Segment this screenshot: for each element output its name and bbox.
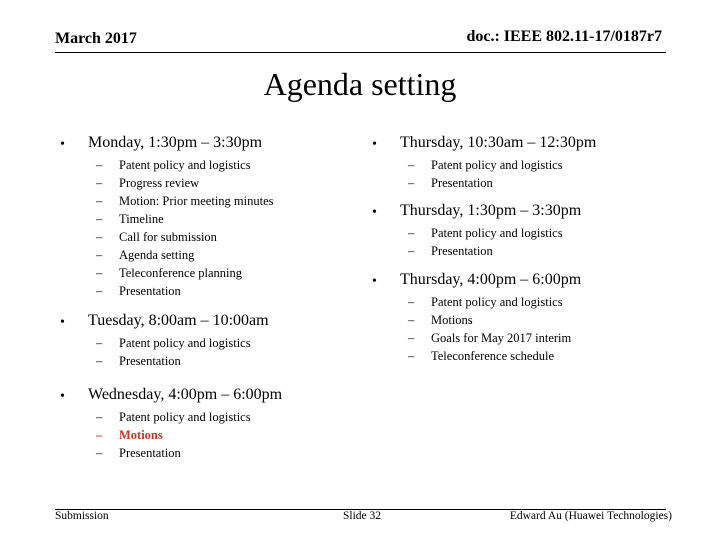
dash-icon: – bbox=[96, 336, 103, 350]
item-label: Patent policy and logistics bbox=[431, 226, 563, 240]
item-label: Agenda setting bbox=[119, 248, 195, 262]
session-heading: Monday, 1:30pm – 3:30pm bbox=[88, 134, 263, 151]
item-label: Presentation bbox=[119, 284, 181, 298]
item-label: Motion: Prior meeting minutes bbox=[119, 194, 274, 208]
item-label: Presentation bbox=[431, 176, 493, 190]
session-heading: Thursday, 10:30am – 12:30pm bbox=[400, 134, 597, 151]
item-label: Call for submission bbox=[119, 230, 217, 244]
session-heading: Thursday, 1:30pm – 3:30pm bbox=[400, 202, 582, 219]
item-label: Patent policy and logistics bbox=[119, 336, 251, 350]
footer-slide-number: Slide 32 bbox=[343, 510, 382, 522]
header-doc-number: doc.: IEEE 802.11-17/0187r7 bbox=[466, 28, 662, 45]
dash-icon: – bbox=[408, 313, 415, 327]
footer-author: Edward Au (Huawei Technologies) bbox=[509, 510, 672, 522]
session-heading: Tuesday, 8:00am – 10:00am bbox=[88, 312, 269, 329]
item-label: Patent policy and logistics bbox=[431, 295, 563, 309]
item-label: Patent policy and logistics bbox=[119, 410, 251, 424]
dash-icon: – bbox=[96, 446, 103, 460]
dash-icon: – bbox=[96, 176, 103, 190]
item-label: Goals for May 2017 interim bbox=[431, 331, 572, 345]
item-label: Presentation bbox=[431, 244, 493, 258]
dash-icon: – bbox=[408, 331, 415, 345]
dash-icon: – bbox=[408, 349, 415, 363]
session-heading: Wednesday, 4:00pm – 6:00pm bbox=[88, 386, 283, 403]
dash-icon: – bbox=[408, 244, 415, 258]
dash-icon: – bbox=[96, 428, 103, 442]
dash-icon: – bbox=[96, 194, 103, 208]
dash-icon: – bbox=[96, 354, 103, 368]
bullet-icon: • bbox=[372, 205, 377, 220]
dash-icon: – bbox=[96, 248, 103, 262]
header-divider bbox=[55, 52, 666, 53]
bullet-icon: • bbox=[372, 274, 377, 289]
session-heading: Thursday, 4:00pm – 6:00pm bbox=[400, 271, 582, 288]
dash-icon: – bbox=[96, 410, 103, 424]
dash-icon: – bbox=[408, 295, 415, 309]
item-label: Motions bbox=[431, 313, 473, 327]
bullet-icon: • bbox=[60, 137, 65, 152]
dash-icon: – bbox=[96, 284, 103, 298]
dash-icon: – bbox=[408, 158, 415, 172]
header-date: March 2017 bbox=[55, 30, 137, 47]
item-label: Presentation bbox=[119, 354, 181, 368]
dash-icon: – bbox=[96, 212, 103, 226]
item-label: Progress review bbox=[119, 176, 200, 190]
footer-submission: Submission bbox=[55, 510, 109, 522]
slide-title: Agenda setting bbox=[263, 66, 457, 102]
dash-icon: – bbox=[408, 226, 415, 240]
item-label: Motions bbox=[119, 428, 163, 442]
item-label: Patent policy and logistics bbox=[119, 158, 251, 172]
dash-icon: – bbox=[96, 266, 103, 280]
bullet-icon: • bbox=[372, 137, 377, 152]
item-label: Patent policy and logistics bbox=[431, 158, 563, 172]
item-label: Teleconference planning bbox=[119, 266, 243, 280]
bullet-icon: • bbox=[60, 315, 65, 330]
item-label: Presentation bbox=[119, 446, 181, 460]
dash-icon: – bbox=[96, 230, 103, 244]
dash-icon: – bbox=[96, 158, 103, 172]
dash-icon: – bbox=[408, 176, 415, 190]
item-label: Timeline bbox=[119, 212, 164, 226]
item-label: Teleconference schedule bbox=[431, 349, 555, 363]
bullet-icon: • bbox=[60, 389, 65, 404]
